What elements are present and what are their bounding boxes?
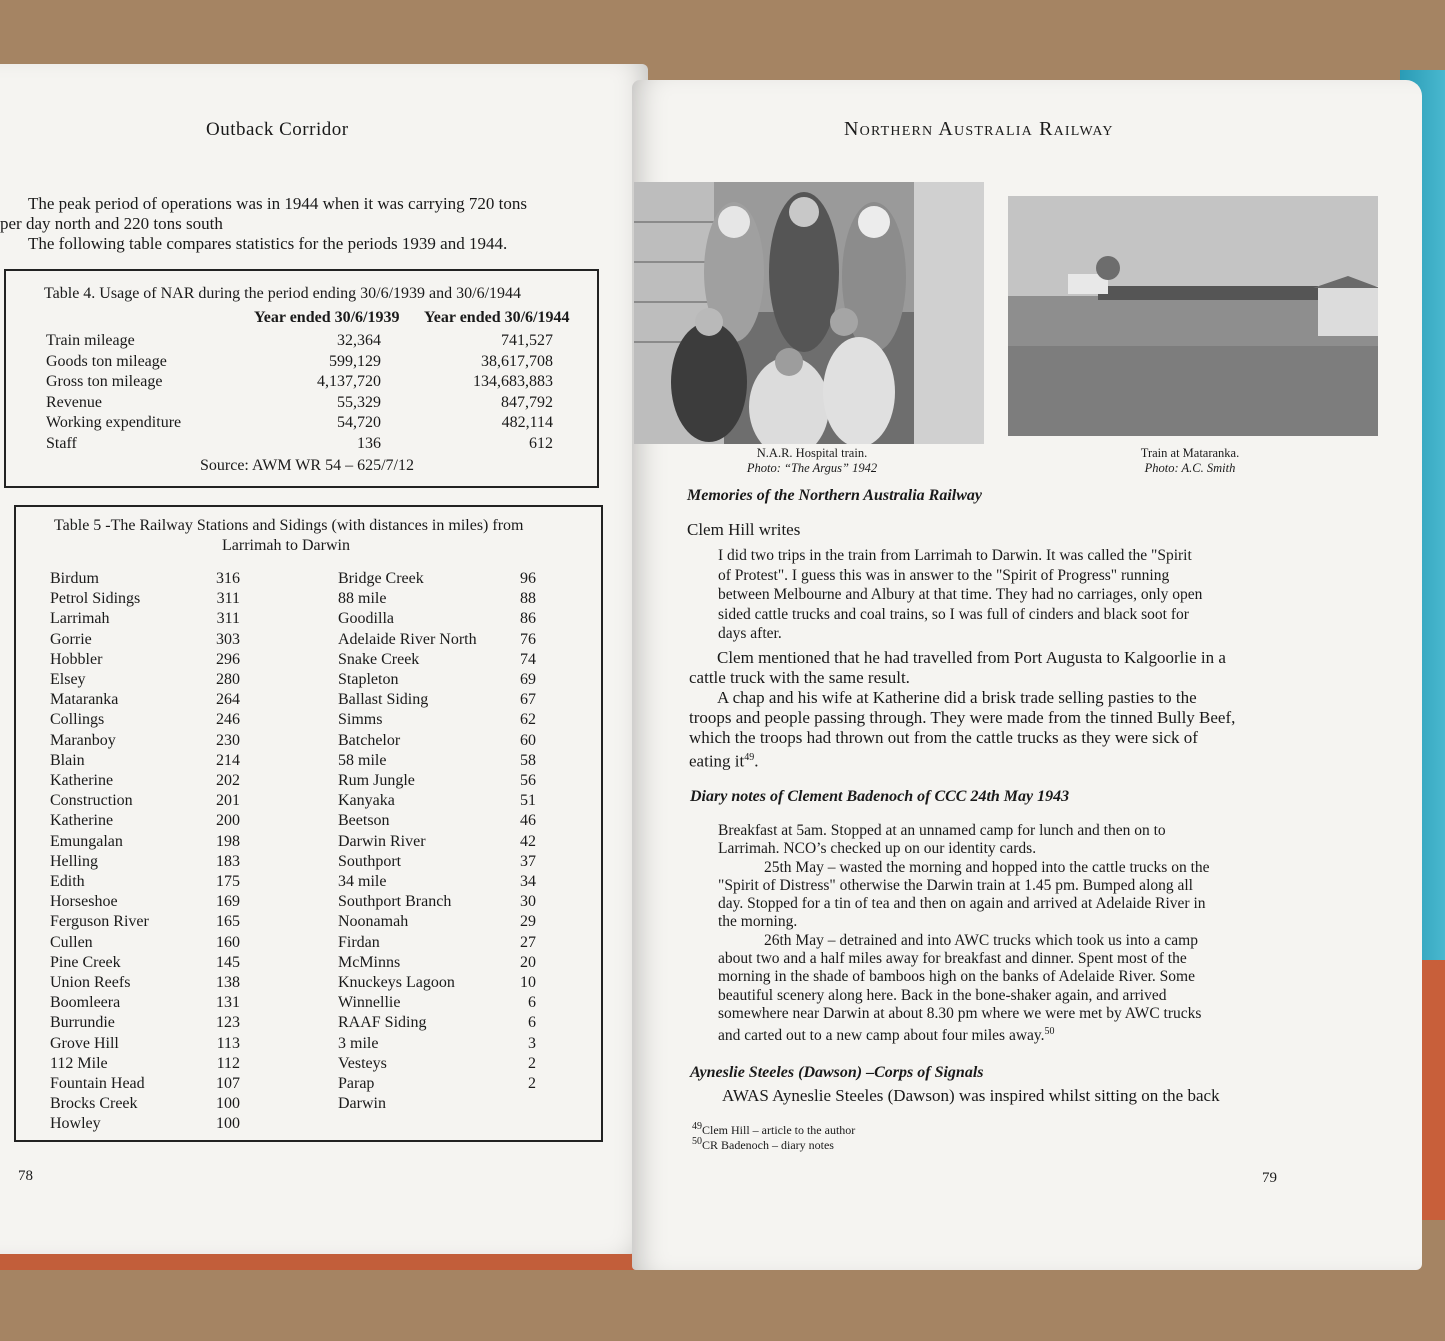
station-row [50,852,250,872]
table4-value-1939: 4,137,720 [317,373,381,390]
station-miles: 303 [216,630,240,648]
station-name: Pine Creek [50,953,121,971]
station-name: Gorrie [50,630,92,648]
station-miles: 76 [520,630,536,648]
table4-value-1944: 847,792 [501,393,553,411]
table4-value-1944: 38,617,708 [481,352,553,370]
station-row [338,1094,546,1114]
station-miles: 46 [520,812,536,830]
station-row [338,872,546,892]
table4-row-label: Staff [46,434,77,452]
station-row [338,791,546,811]
station-name: Batchelor [338,731,401,749]
station-miles: 246 [216,711,240,729]
table4-row [46,413,553,434]
station-name: Snake Creek [338,650,420,668]
station-row [50,569,250,589]
station-miles: 264 [216,691,240,709]
station-miles: 311 [216,610,240,628]
table4-value-1944: 134,683,883 [473,373,553,390]
station-miles: 198 [216,832,240,850]
diary-line: morning in the shade of bamboos high on the banks of Adelaide River. Some [718,968,1195,986]
mataranka-photo-image [1008,196,1378,436]
station-miles: 60 [520,731,536,749]
diary-line: day. Stopped for a tin of tea and then on again and arrived at Adelaide River in [718,895,1206,913]
station-row [50,771,250,791]
station-name: 3 mile [338,1034,379,1052]
station-miles: 296 [216,650,240,668]
station-name: Simms [338,711,383,729]
station-name: Birdum [50,570,99,587]
station-miles: 202 [216,772,240,790]
table4-box [4,269,599,488]
table4-value-1939: 32,364 [337,332,381,349]
station-miles: 37 [520,852,536,870]
table4-value-1939: 136 [357,434,381,452]
station-name: Katherine [50,812,114,830]
station-row [50,731,250,751]
footnote-ref-50: 50 [1044,1026,1055,1038]
section-heading-ayneslie: Ayneslie Steeles (Dawson) –Corps of Signals [690,1064,984,1081]
station-name: Vesteys [338,1054,387,1072]
intro-line-2: per day north and 220 tons south [0,214,223,233]
station-miles: 160 [216,933,240,951]
station-row [50,953,250,973]
station-row [338,690,546,710]
station-name: Goodilla [338,610,394,628]
station-name: Fountain Head [50,1075,145,1093]
table4-row [46,434,553,455]
stations-column-b [338,569,546,1114]
station-row [50,912,250,932]
clem-hill-writes: Clem Hill writes [687,520,801,539]
station-name: Brocks Creek [50,1095,138,1113]
station-miles: 20 [520,953,536,971]
table4-value-1939: 55,329 [337,393,381,411]
section-heading-memories: Memories of the Northern Australia Railway [687,487,982,504]
station-name: 34 mile [338,873,387,891]
station-row [338,852,546,872]
station-miles: 169 [216,893,240,911]
station-name: Grove Hill [50,1034,119,1052]
station-name: Southport [338,852,402,870]
station-miles: 74 [520,650,536,668]
station-miles: 2 [528,1054,536,1072]
table4-row-label: Working expenditure [46,414,182,431]
station-miles: 113 [216,1034,240,1052]
station-name: Construction [50,792,133,810]
station-row [50,609,250,629]
station-row [338,832,546,852]
station-name: Larrimah [50,610,110,628]
station-name: Elsey [50,671,86,689]
table4-row-label: Train mileage [46,332,135,349]
station-row [338,1074,546,1094]
quote-line: days after. [718,625,782,642]
station-row [338,1054,546,1074]
table5-caption-line2: Larrimah to Darwin [222,537,350,554]
station-row [50,1034,250,1054]
station-row [50,791,250,811]
photo1-caption-line2: Photo: “The Argus” 1942 [746,461,878,475]
station-name: Winnellie [338,994,401,1012]
station-miles: 131 [216,994,240,1012]
station-miles: 6 [528,1014,536,1032]
station-miles: 96 [520,570,536,587]
footnote-ref-49: 49 [744,752,755,763]
station-row [338,993,546,1013]
paragraph-line: eating $it^{49}$. [689,751,759,771]
table4-row [46,372,553,393]
station-name: Southport Branch [338,893,452,911]
diary-line: Breakfast at 5am. Stopped at an unnamed camp for lunch and then on to [718,822,1166,839]
station-row [338,710,546,730]
station-name: 58 mile [338,751,387,769]
station-name: Burrundie [50,1014,115,1032]
diary-line: 26th May – detrained and into AWC trucks which took us into a camp [764,931,1198,949]
station-miles: 100 [216,1095,240,1113]
clem-hill-quote [718,546,1202,644]
station-miles [508,1094,536,1114]
station-row [338,892,546,912]
station-name: Parap [338,1075,375,1093]
paragraph-line: troops and people passing through. They were made from the tinned Bully Beef, [689,708,1236,727]
station-row [50,650,250,670]
table4-row-label: Gross ton mileage [46,373,163,390]
footnote-50 [692,1135,834,1152]
station-row [338,731,546,751]
station-row [50,872,250,892]
station-name: Darwin River [338,832,426,850]
station-row [338,912,546,932]
station-miles: 316 [216,570,240,587]
section-heading-diary: Diary notes of Clement Badenoch of CCC 24th May 1943 [690,788,1070,805]
station-name: Noonamah [338,913,409,931]
table4-row [46,352,553,373]
table4-value-1944: 612 [529,434,553,452]
station-miles: 29 [520,913,536,931]
station-miles: 27 [520,933,536,951]
station-row [338,1013,546,1033]
quote-line: sided cattle trucks and coal trains, so I was full of cinders and black soot for [718,605,1189,623]
table5-box [14,505,603,1142]
station-row [338,811,546,831]
station-miles: 138 [216,974,240,992]
diary-line: the morning. [718,913,798,931]
station-row [338,771,546,791]
station-name: Bridge Creek [338,570,424,587]
photo1-caption [712,446,912,476]
footnote-50-number: 50 [692,1136,702,1147]
station-name: Collings [50,711,105,729]
station-miles: 175 [216,873,240,891]
station-miles: 69 [520,671,536,689]
station-miles: 280 [216,671,240,689]
station-miles: 214 [216,751,240,769]
hospital-train-photo-image [634,182,984,444]
station-row [338,609,546,629]
station-miles: 34 [520,873,536,891]
diary-line: and carted out to a new camp about four miles away.$^{50}$ [718,1026,1055,1045]
station-row [50,1074,250,1094]
quote-line: of Protest". I guess this was in answer to the "Spirit of Progress" running [718,566,1170,584]
station-miles: 183 [216,852,240,870]
diary-line: 25th May – wasted the morning and hopped into the cattle trucks on the [764,858,1210,876]
diary-line: "Spirit of Distress" otherwise the Darwin train at 1.45 pm. Bumped along all [718,876,1193,894]
station-row [50,1094,250,1114]
station-row [338,650,546,670]
station-miles: 311 [216,590,240,608]
station-miles: 3 [528,1034,536,1052]
station-miles: 51 [520,792,536,810]
station-miles: 67 [520,691,536,709]
table4-col2-header: Year ended 30/6/1944 [424,309,570,326]
station-name: 112 Mile [50,1054,108,1072]
station-name: Ferguson River [50,913,149,931]
left-page [0,64,648,1254]
station-name: McMinns [338,953,401,971]
footnote-49-text: Clem Hill – article to the author [702,1123,856,1137]
station-name: Horseshoe [50,893,118,911]
station-name: Blain [50,751,85,769]
station-name: Boomleera [50,994,121,1012]
station-row [50,751,250,771]
station-name: Petrol Sidings [50,590,141,608]
quote-line: I did two trips in the train from Larrimah to Darwin. It was called the "Spirit [718,547,1192,564]
station-name: Maranboy [50,731,116,749]
photo1-caption-line1: N.A.R. Hospital train. [756,446,868,460]
station-row [50,1114,250,1134]
station-name: Katherine [50,772,114,790]
station-name: Howley [50,1115,101,1133]
station-name: Emungalan [50,832,123,850]
station-miles: 230 [216,731,240,749]
page-number-left: 78 [18,1168,33,1184]
table4-caption: Table 4. Usage of NAR during the period ending 30/6/1939 and 30/6/1944 [44,285,522,302]
running-head-right: Northern Australia Railway [844,118,1114,140]
diary-line: Larrimah. NCO’s checked up on our identity cards. [718,840,1037,858]
paragraph-line: Clem mentioned that he had travelled from Port Augusta to Kalgoorlie in a [717,648,1226,667]
station-miles: 165 [216,913,240,931]
station-name: Mataranka [50,691,119,709]
station-miles: 56 [520,772,536,790]
photo2-caption-line1: Train at Mataranka. [1140,446,1240,460]
table4-value-1944: 482,114 [501,414,553,431]
running-head-left: Outback Corridor [206,119,349,140]
station-name: Edith [50,873,85,891]
station-name: Helling [50,852,98,870]
station-row [338,953,546,973]
station-miles: 58 [520,751,536,769]
footnote-50-text: CR Badenoch – diary notes [702,1138,834,1152]
station-row [50,1013,250,1033]
stations-column-a [50,569,250,1135]
photo2-caption-line2: Photo: A.C. Smith [1144,461,1236,475]
quote-line: between Melbourne and Albury at that time. They had no carriages, only open [718,586,1203,603]
station-miles: 2 [528,1075,536,1093]
table4-row [46,331,553,352]
station-row [50,993,250,1013]
table4-col1-header: Year ended 30/6/1939 [254,309,400,326]
station-name: 88 mile [338,590,387,608]
station-miles: 6 [528,994,536,1012]
table4 [46,331,553,454]
table4-row [46,393,553,414]
table4-row-label: Goods ton mileage [46,352,167,370]
station-row [50,630,250,650]
station-row [338,933,546,953]
station-row [50,933,250,953]
diary-line: beautiful scenery along here. Back in the bone-shaker again, and arrived [718,986,1167,1004]
station-row [50,690,250,710]
footnote-49-number: 49 [692,1121,702,1132]
hospital-train-photo [634,182,984,444]
paragraph-pasties [689,688,1235,772]
diary-line: somewhere near Darwin at about 8.30 pm where we were met by AWC trucks [718,1004,1202,1022]
right-page [632,80,1422,1270]
table4-value-1939: 54,720 [337,414,381,431]
station-miles: 200 [216,812,240,830]
paragraph-line: which the troops had thrown out from the cattle trucks as they were sick of [689,728,1198,747]
station-miles: 86 [520,610,536,628]
paragraph-line: A chap and his wife at Katherine did a brisk trade selling pasties to the [717,688,1197,707]
station-miles: 201 [216,792,240,810]
station-miles: 30 [520,893,536,911]
station-name: Union Reefs [50,974,131,992]
station-row [338,670,546,690]
station-name: Beetson [338,812,390,830]
table4-value-1944: 741,527 [501,332,553,349]
station-row [338,973,546,993]
intro-line-3: The following table compares statistics for the periods 1939 and 1944. [28,234,508,253]
table4-source: Source: AWM WR 54 – 625/7/12 [200,457,414,474]
page-number-right: 79 [1262,1170,1277,1186]
station-miles: 112 [216,1054,240,1072]
awas-paragraph: AWAS Ayneslie Steeles (Dawson) was inspired whilst sitting on the back [722,1086,1220,1105]
station-name: RAAF Siding [338,1014,427,1032]
station-row [338,751,546,771]
paragraph-clem-mentioned [689,648,1226,688]
station-name: Hobbler [50,650,103,668]
station-miles: 62 [520,711,536,729]
station-miles: 145 [216,953,240,971]
station-row [50,973,250,993]
table5-caption-line1: Table 5 -The Railway Stations and Sidings (with distances in miles) from [54,517,524,534]
table4-row-label: Revenue [46,393,102,411]
station-row [50,589,250,609]
station-miles: 10 [520,974,536,992]
station-row [338,1034,546,1054]
station-miles: 107 [216,1075,240,1093]
mataranka-photo [1008,196,1378,436]
table4-value-1939: 599,129 [329,352,381,370]
station-name: Firdan [338,933,380,951]
station-row [50,832,250,852]
station-miles: 123 [216,1014,240,1032]
station-name: Cullen [50,933,93,951]
station-name: Adelaide River North [338,630,477,648]
photo2-caption [1090,446,1290,476]
station-row [50,710,250,730]
station-row [338,630,546,650]
station-row [50,1054,250,1074]
station-miles: 88 [520,590,536,608]
paragraph-line: cattle truck with the same result. [689,668,910,687]
station-name: Knuckeys Lagoon [338,974,455,992]
station-row [50,811,250,831]
station-row [50,892,250,912]
station-row [50,670,250,690]
diary-notes [718,822,1210,1046]
station-row [338,569,546,589]
station-name: Kanyaka [338,792,395,810]
station-name: Ballast Siding [338,691,429,709]
station-miles: 100 [216,1115,240,1133]
intro-line-1: The peak period of operations was in 1944 when it was carrying 720 tons [28,194,528,213]
station-miles: 42 [520,832,536,850]
station-name: Darwin [338,1095,386,1113]
diary-line: about two and a half miles away for breakfast and dinner. Spent most of the [718,950,1187,968]
station-row [338,589,546,609]
station-name: Stapleton [338,671,399,689]
station-name: Rum Jungle [338,772,415,790]
